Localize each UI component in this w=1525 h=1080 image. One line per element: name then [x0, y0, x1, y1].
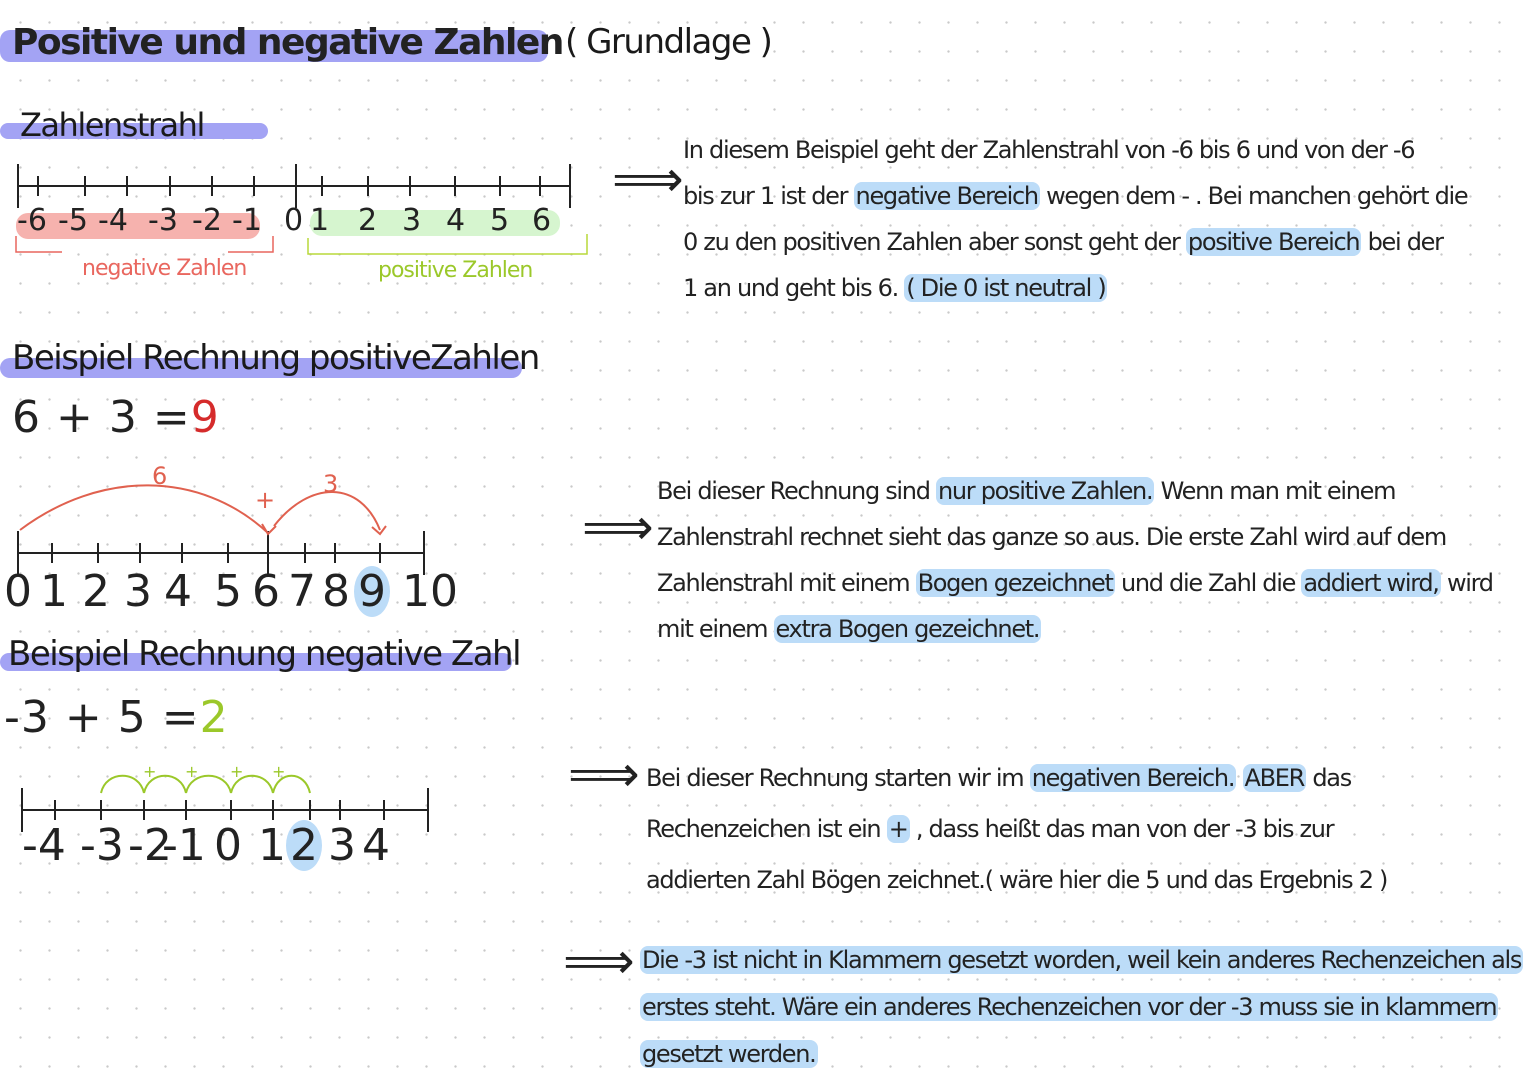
tick-label: -3	[148, 203, 178, 238]
highlighted-text: Bogen gezeichnet	[917, 569, 1113, 597]
text-segment: und die Zahl die	[1114, 569, 1302, 597]
tick-label: 3	[328, 820, 356, 871]
highlighted-text: nur positive Zahlen.	[937, 477, 1153, 505]
paragraph-line	[657, 477, 1395, 505]
text-segment: Wenn man mit einem	[1154, 477, 1396, 505]
tick-label: 1	[258, 820, 286, 871]
tick-label: 2	[358, 203, 378, 238]
tick-label: 5	[214, 566, 242, 617]
equation-positive	[12, 392, 220, 443]
tick-label: 4	[446, 203, 466, 238]
arc-label: 6	[152, 462, 168, 490]
tick-label: 7	[288, 566, 316, 617]
highlighted-text: positive Bereich	[1187, 228, 1360, 256]
tick-label: 2	[286, 820, 322, 871]
arc-label: +	[255, 486, 276, 514]
positive-label: positive Zahlen	[378, 258, 533, 283]
tick-label: 6	[252, 566, 280, 617]
paragraph-line	[657, 569, 1493, 597]
hop-plus: +	[143, 762, 157, 781]
highlighted-text: ( Die 0 ist neutral )	[906, 274, 1106, 302]
tick-label: -2	[192, 203, 222, 238]
tick-label: 5	[490, 203, 510, 238]
text-segment: Bei dieser Rechnung sind	[657, 477, 936, 505]
negative-label: negative Zahlen	[82, 256, 247, 281]
highlighted-text: gesetzt werden.	[642, 1040, 816, 1068]
tick-label: -4	[22, 820, 66, 871]
highlighted-text: erstes steht. Wäre ein anderes Rechenzeichen vor der -3 muss sie in klammern	[642, 993, 1497, 1021]
tick-label: 6	[532, 203, 552, 238]
tick-label: -5	[58, 203, 88, 238]
equation-result: 9	[190, 392, 220, 443]
equation-lhs: -3 + 5 =	[4, 692, 200, 743]
arc-first	[20, 485, 276, 534]
equation-result: 2	[199, 692, 229, 743]
page-subtitle: ( Grundlage )	[565, 22, 772, 62]
highlighted-text: ABER	[1244, 764, 1305, 792]
highlighted-text: addiert wird,	[1303, 569, 1439, 597]
tick-label: -2	[128, 820, 172, 871]
arc-label: 3	[323, 470, 339, 498]
paragraph-line	[657, 523, 1446, 551]
section-heading-negative: Beispiel Rechnung negative Zahl	[8, 634, 521, 674]
hop-plus: +	[272, 762, 286, 781]
text-segment: Zahlenstrahl mit einem	[657, 569, 916, 597]
hop-plus: +	[230, 762, 244, 781]
paragraph-line	[646, 764, 1351, 792]
highlighted-text: +	[888, 815, 908, 843]
paragraph-line	[683, 182, 1467, 210]
paragraph-line	[683, 136, 1414, 164]
tick-label: -1	[232, 203, 262, 238]
hop-arc	[101, 776, 144, 793]
tick-label: 10	[402, 566, 458, 617]
equation-negative	[4, 692, 229, 743]
paragraph-line	[646, 815, 1333, 843]
tick-label: 9	[354, 566, 390, 617]
page-title: Positive und negative Zahlen	[12, 22, 563, 63]
tick-label: -6	[17, 203, 47, 238]
paragraph-line	[646, 866, 1387, 894]
tick-label: 4	[362, 820, 390, 871]
text-segment: Zahlenstrahl rechnet sieht das ganze so aus. Die erste Zahl wird auf dem	[657, 523, 1446, 551]
tick-label: 3	[124, 566, 152, 617]
tick-label: 0	[4, 566, 32, 617]
text-segment: 1 an und geht bis 6.	[683, 274, 905, 302]
tick-label: -1	[162, 820, 206, 871]
section-heading-positive: Beispiel Rechnung positiveZahlen	[12, 338, 539, 378]
highlighted-text: negativen Bereich.	[1031, 764, 1235, 792]
arrow-icon: ⟹	[563, 932, 635, 990]
paragraph-line	[657, 615, 1041, 643]
tick-label: -4	[98, 203, 128, 238]
paragraph-line	[683, 228, 1443, 256]
text-segment: wird	[1440, 569, 1493, 597]
text-segment	[1236, 764, 1242, 792]
negative-range-bar	[16, 213, 260, 239]
text-segment: das	[1306, 764, 1351, 792]
text-segment: Bei dieser Rechnung starten wir im	[646, 764, 1030, 792]
paragraph-line	[683, 274, 1107, 302]
text-segment: bis zur 1 ist der	[683, 182, 854, 210]
text-segment: wegen dem - . Bei manchen gehört die	[1039, 182, 1468, 210]
tick-label: -3	[80, 820, 124, 871]
paragraph-line	[640, 946, 1523, 974]
text-segment: addierten Zahl Bögen zeichnet.( wäre hier die 5 und das Ergebnis 2 )	[646, 866, 1388, 894]
text-segment: 0 zu den positiven Zahlen aber sonst geht der	[683, 228, 1186, 256]
arc-second	[274, 492, 386, 534]
paragraph-line	[640, 993, 1498, 1021]
section-heading-zahlenstrahl: Zahlenstrahl	[20, 106, 204, 144]
highlighted-text: Die -3 ist nicht in Klammern gesetzt worden, weil kein anderes Rechenzeichen als	[642, 946, 1522, 974]
tick-label: 3	[402, 203, 422, 238]
paragraph-line	[640, 1040, 818, 1068]
tick-label: 1	[40, 566, 68, 617]
hop-plus: +	[185, 762, 199, 781]
tick-label: 4	[164, 566, 192, 617]
equation-lhs: 6 + 3 =	[12, 392, 191, 443]
tick-label: 8	[322, 566, 350, 617]
tick-label: 2	[82, 566, 110, 617]
positive-range-bar	[310, 210, 560, 236]
text-segment: mit einem	[657, 615, 774, 643]
arrow-icon: ⟹	[582, 498, 654, 556]
highlighted-text: negative Bereich	[855, 182, 1038, 210]
highlighted-text: extra Bogen gezeichnet.	[775, 615, 1040, 643]
text-segment: Rechenzeichen ist ein	[646, 815, 887, 843]
arrow-icon: ⟹	[568, 745, 640, 803]
tick-label: 0	[284, 203, 304, 238]
text-segment: bei der	[1361, 228, 1443, 256]
text-segment: In diesem Beispiel geht der Zahlenstrahl von -6 bis 6 und von der -6	[683, 136, 1415, 164]
tick-label: 1	[310, 203, 330, 238]
arrow-icon: ⟹	[612, 150, 684, 208]
text-segment: , dass heißt das man von der -3 bis zur	[909, 815, 1334, 843]
tick-label: 0	[214, 820, 242, 871]
